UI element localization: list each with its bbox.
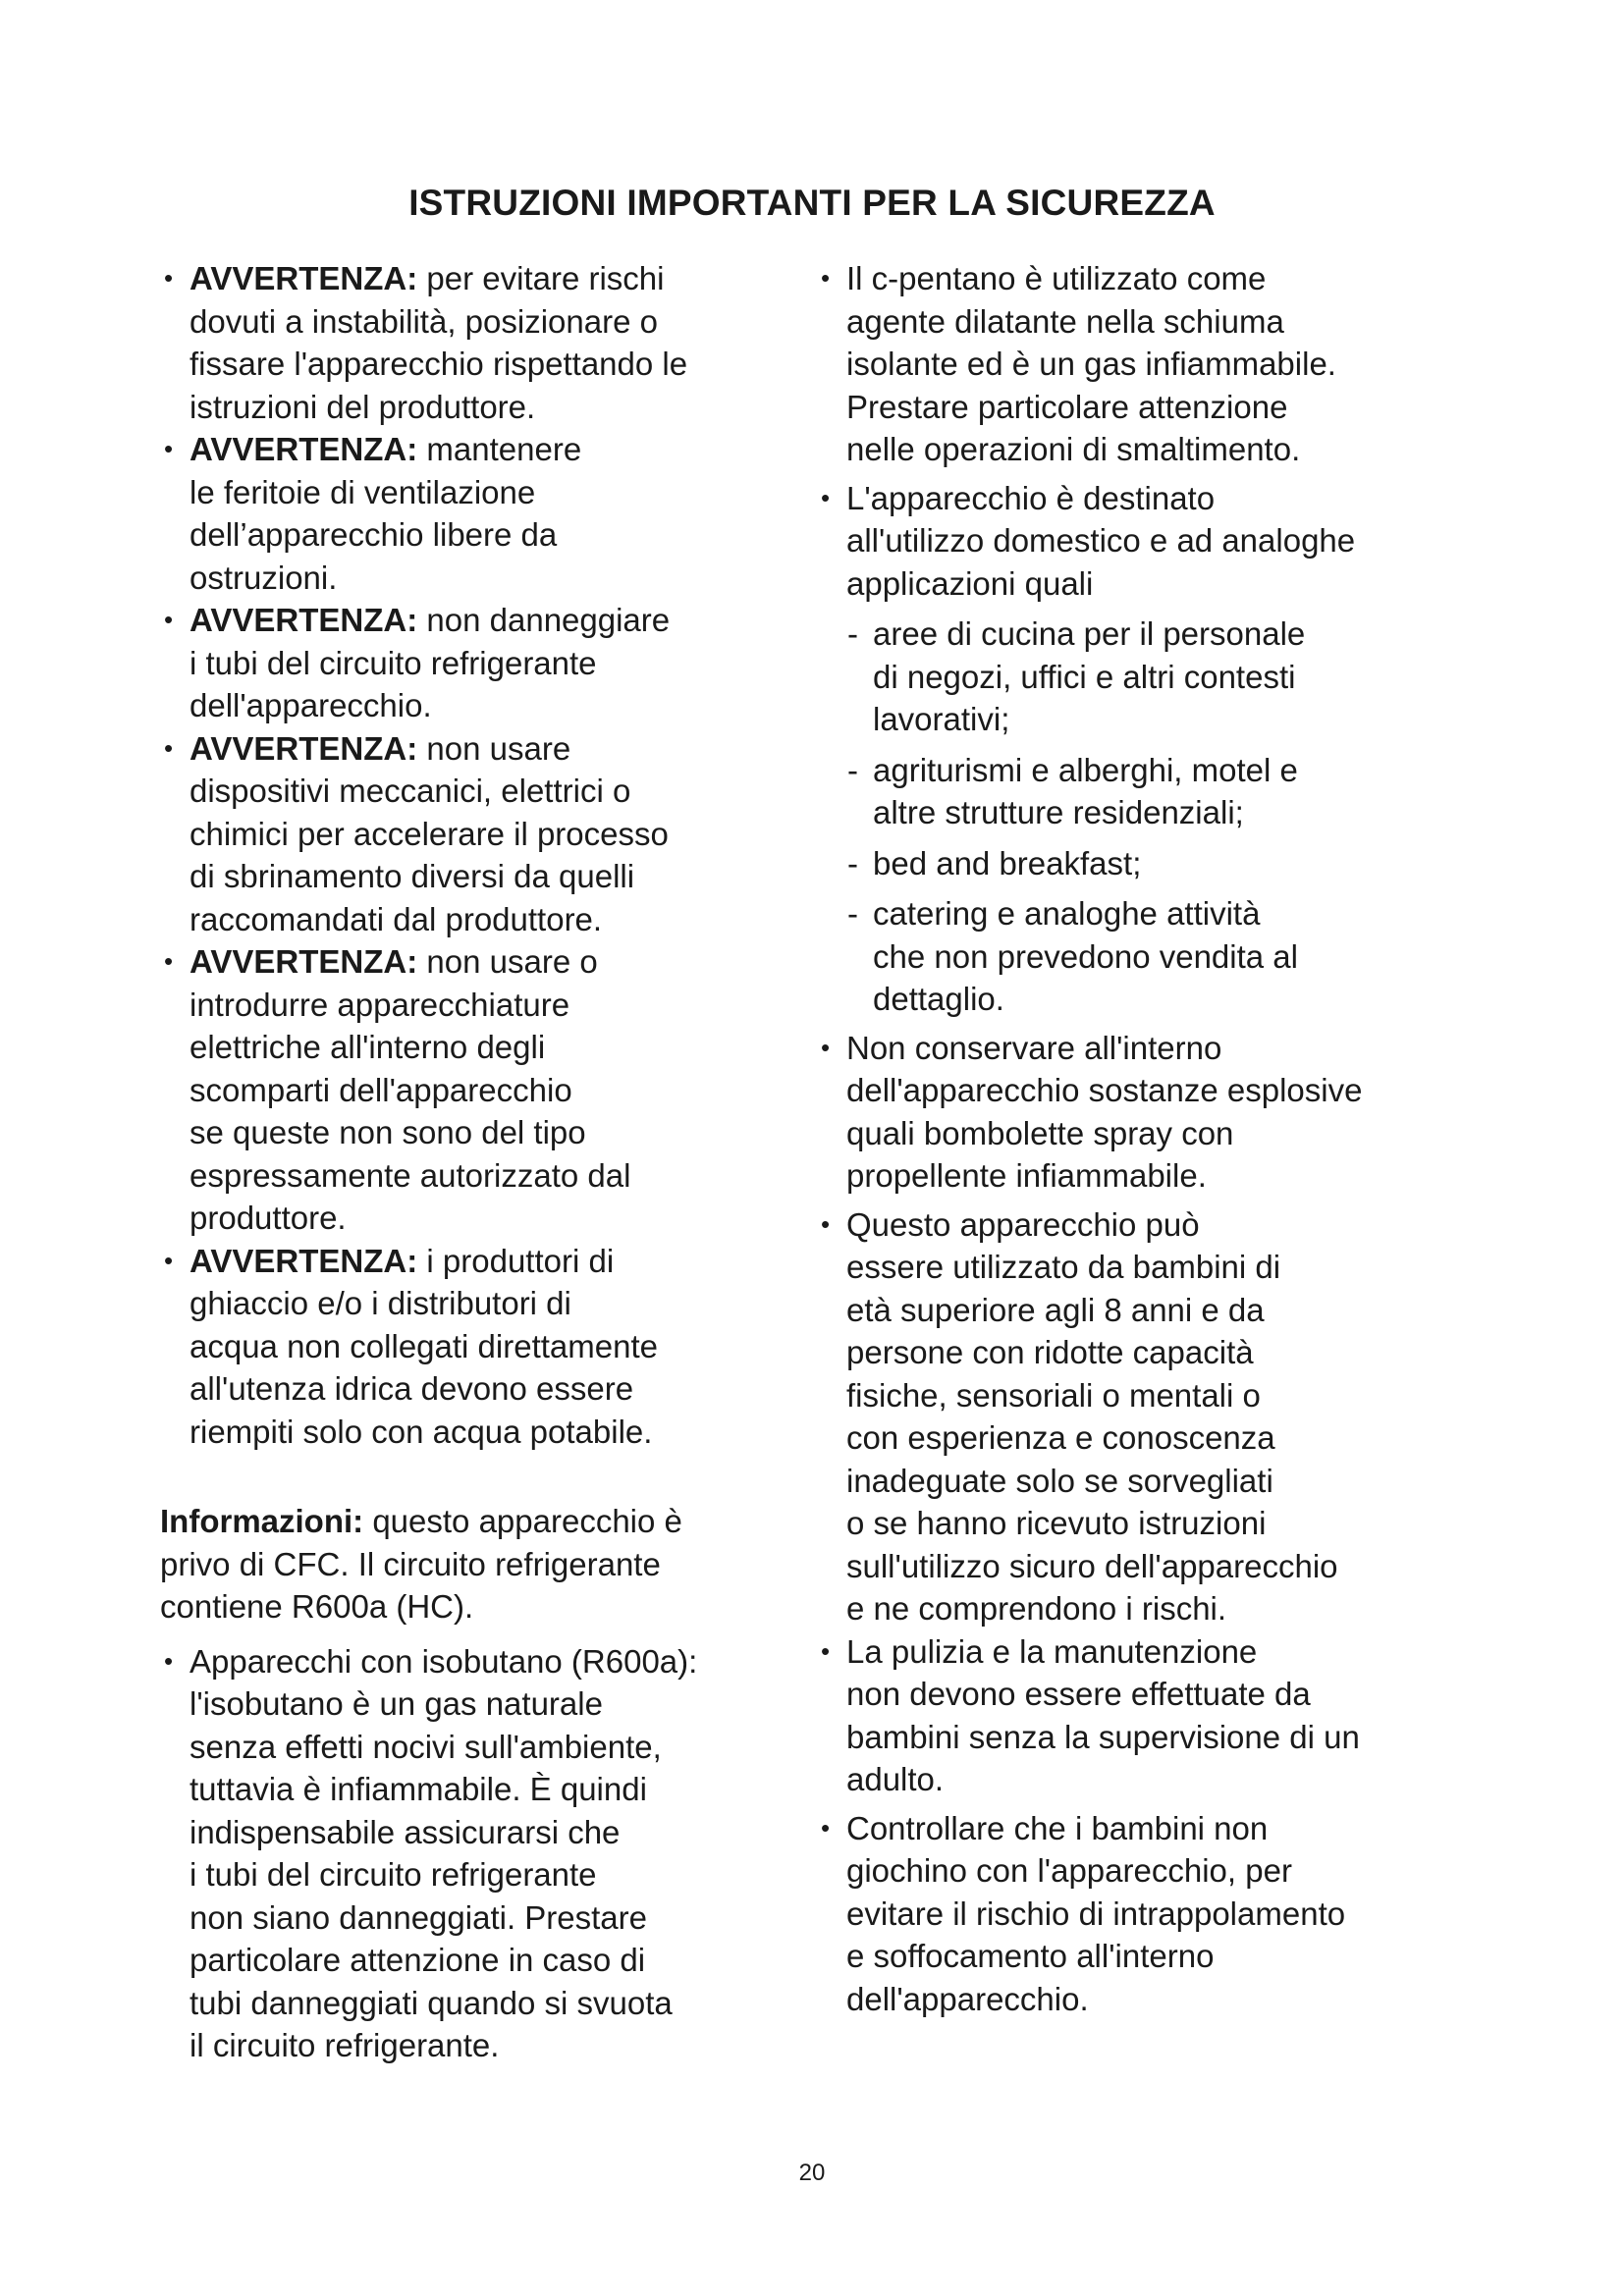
warning-3: • AVVERTENZA: non danneggiare i tubi del circuito refrigerante dell'apparecchio. [160, 599, 793, 727]
cleaning-bullet: • La pulizia e la manutenzione non devono essere effettuate da bambini senza la supervisione di un adulto. [817, 1630, 1494, 1801]
warning-2: • AVVERTENZA: mantenere le feritoie di ventilazione dell’apparecchio libere da ostruzioni. [160, 428, 793, 599]
sub-item: - bed and breakfast; [817, 842, 1494, 885]
cpentane-bullet: • Il c-pentano è utilizzato come agente dilatante nella schiuma isolante ed è un gas infiammabile. Prestare particolare attenzione nelle operazioni di smaltimento. [817, 257, 1494, 471]
page-number: 20 [798, 2160, 826, 2186]
right-column [817, 257, 1494, 2020]
warning-label: AVVERTENZA: [189, 260, 418, 296]
page-title: ISTRUZIONI IMPORTANTI PER LA SICUREZZA [408, 183, 1216, 223]
left-column [160, 257, 793, 2067]
warning-1: • AVVERTENZA: per evitare rischi dovuti a instabilità, posizionare o fissare l'apparecchio rispettando le istruzioni del produttore. [160, 257, 793, 428]
explosives-bullet: • Non conservare all'interno dell'apparecchio sostanze esplosive quali bombolette spray con propellente infiammabile. [817, 1027, 1494, 1198]
domestic-use-bullet: • L'apparecchio è destinato all'utilizzo domestico e ad analoghe applicazioni quali [817, 477, 1494, 606]
warning-4: • AVVERTENZA: non usare dispositivi meccanici, elettrici o chimici per accelerare il processo di sbrinamento diversi da quelli raccomandati dal produttore. [160, 727, 793, 941]
isobutane-bullet: • Apparecchi con isobutano (R600a): l'isobutano è un gas naturale senza effetti nocivi sull'ambiente, tuttavia è infiammabile. È quindi indispensabile assicurarsi che i tubi del circuito refrigerante non siano danneggiati. Prestare particolare attenzione in caso di tubi danneggiati quando si svuota il circuito refrigerante. [160, 1640, 793, 2067]
entrapment-bullet: • Controllare che i bambini non giochino con l'apparecchio, per evitare il rischio di intrappolamento e soffocamento all'interno dell'apparecchio. [817, 1807, 1494, 2021]
warning-label: AVVERTENZA: [189, 729, 418, 767]
warning-label: AVVERTENZA: [189, 1242, 418, 1279]
warning-5: • AVVERTENZA: non usare o introdurre apparecchiature elettriche all'interno degli scomparti dell'apparecchio se queste non sono del tipo espressamente autorizzato dal produttore. [160, 940, 793, 1240]
warning-6: • AVVERTENZA: i produttori di ghiaccio e/o i distributori di acqua non collegati direttamente all'utenza idrica devono essere riempiti solo con acqua potabile. [160, 1240, 793, 1454]
sub-item: - agriturismi e alberghi, motel e altre strutture residenziali; [817, 749, 1494, 834]
warning-label: AVVERTENZA: [189, 431, 418, 467]
sub-item: - aree di cucina per il personale di negozi, uffici e altri contesti lavorativi; [817, 613, 1494, 741]
warning-label: AVVERTENZA: [189, 602, 418, 638]
info-label: Informazioni: [160, 1503, 364, 1539]
warning-label: AVVERTENZA: [189, 943, 418, 980]
info-paragraph: Informazioni: questo apparecchio è privo di CFC. Il circuito refrigerante contiene R600a (HC). [160, 1503, 682, 1625]
children-use-bullet: • Questo apparecchio può essere utilizzato da bambini di età superiore agli 8 anni e da persone con ridotte capacità fisiche, sensoriali o mentali o con esperienza e conoscenza inadeguate solo se sorvegliati o se hanno ricevuto istruzioni sull'utilizzo sicuro dell'apparecchio e ne comprendono i rischi. [817, 1203, 1494, 1630]
sub-item: - catering e analoghe attività che non prevedono vendita al dettaglio. [817, 892, 1494, 1021]
